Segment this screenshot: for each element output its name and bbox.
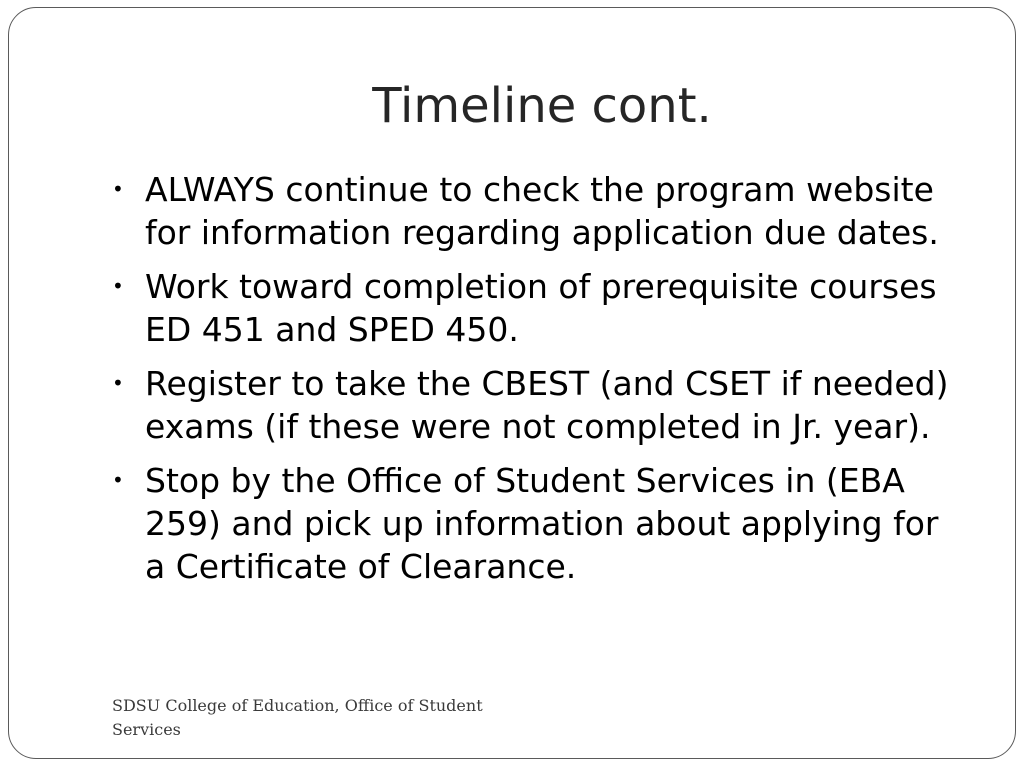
- bullet-text: ALWAYS continue to check the program website for information regarding application due dates.: [145, 170, 939, 252]
- bullet-icon: •: [112, 274, 124, 298]
- bullet-text: Register to take the CBEST (and CSET if needed) exams (if these were not completed in Jr. year).: [145, 364, 949, 446]
- bullet-text: Work toward completion of prerequisite courses ED 451 and SPED 450.: [145, 267, 937, 349]
- bullet-icon: •: [112, 468, 124, 492]
- bullet-text: Stop by the Office of Student Services in (EBA 259) and pick up information about applying for a Certificate of Clearance.: [145, 461, 939, 586]
- slide-title: Timeline cont.: [372, 78, 712, 134]
- bullet-item: [112, 265, 962, 351]
- bullet-list: [112, 168, 962, 599]
- bullet-item: [112, 362, 962, 448]
- bullet-item: [112, 168, 962, 254]
- bullet-icon: •: [112, 371, 124, 395]
- slide-footer: SDSU College of Education, Office of Student Services: [112, 696, 483, 739]
- bullet-item: [112, 459, 962, 588]
- bullet-icon: •: [112, 177, 124, 201]
